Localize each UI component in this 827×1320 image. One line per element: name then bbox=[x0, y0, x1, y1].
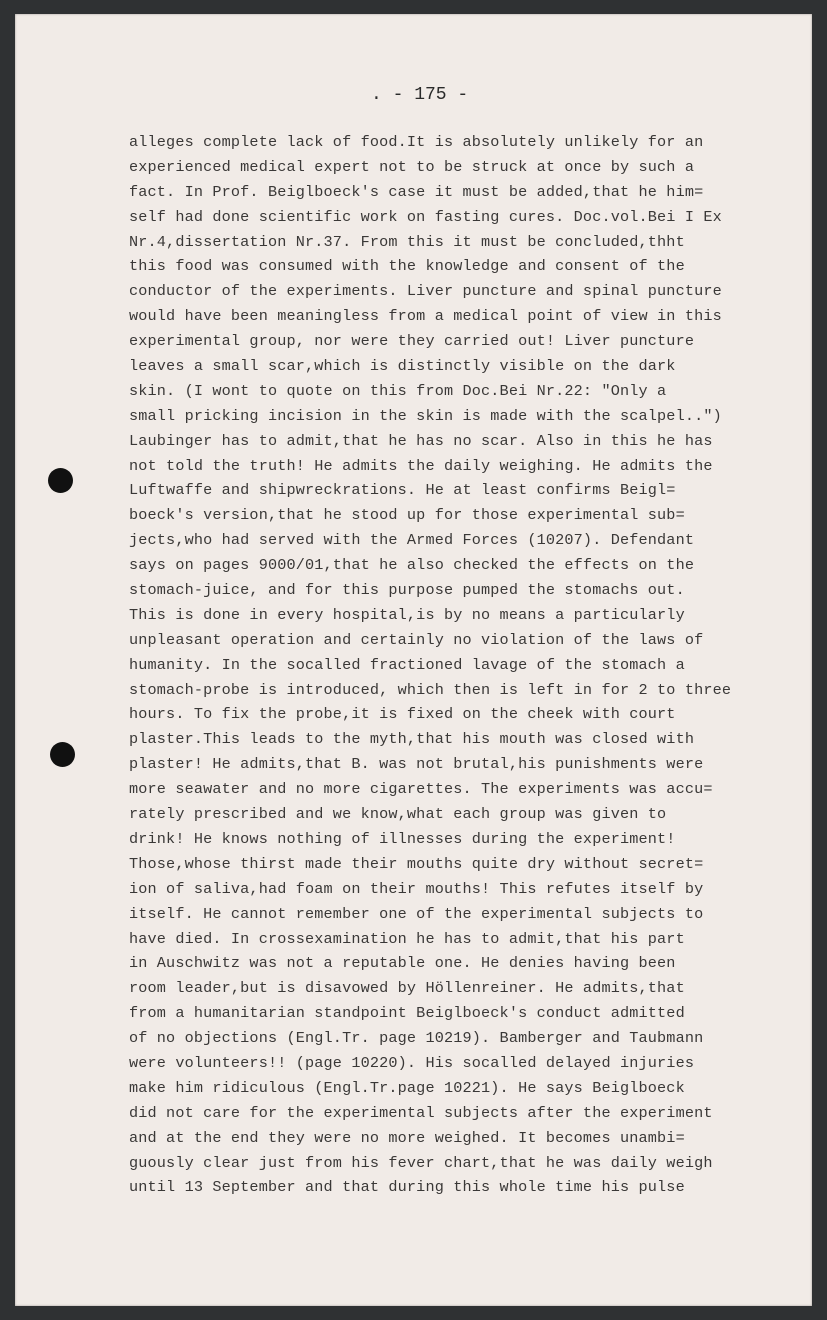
text-line: did not care for the experimental subjects after the experiment bbox=[129, 1103, 713, 1122]
text-line: stomach-juice, and for this purpose pumped the stomachs out. bbox=[129, 581, 685, 600]
text-line: were volunteers!! (page 10220). His socalled delayed injuries bbox=[129, 1053, 695, 1072]
text-line: not told the truth! He admits the daily weighing. He admits the bbox=[129, 456, 713, 475]
text-line: stomach-probe is introduced, which then is left in for 2 to three bbox=[129, 680, 732, 699]
text-line: experienced medical expert not to be struck at once by such a bbox=[129, 157, 695, 176]
text-line: rately prescribed and we know,what each group was given to bbox=[129, 805, 667, 824]
text-line: fact. In Prof. Beiglboeck's case it must be added,that he him= bbox=[129, 182, 704, 201]
text-line: would have been meaningless from a medical point of view in this bbox=[129, 307, 722, 326]
text-line: from a humanitarian standpoint Beiglboeck's conduct admitted bbox=[129, 1004, 685, 1023]
text-line: boeck's version,that he stood up for those experimental sub= bbox=[129, 506, 685, 525]
text-line: leaves a small scar,which is distinctly visible on the dark bbox=[129, 357, 676, 376]
text-line: itself. He cannot remember one of the experimental subjects to bbox=[129, 904, 704, 923]
punch-hole-top bbox=[48, 468, 73, 493]
text-line: in Auschwitz was not a reputable one. He denies having been bbox=[129, 954, 676, 973]
page-number: . - 175 - bbox=[371, 85, 469, 105]
text-line: have died. In crossexamination he has to admit,that his part bbox=[129, 929, 685, 948]
text-line: Nr.4,dissertation Nr.37. From this it must be concluded,thht bbox=[129, 232, 685, 251]
document-page bbox=[15, 14, 812, 1306]
text-line: experimental group, nor were they carried out! Liver puncture bbox=[129, 332, 695, 351]
text-line: this food was consumed with the knowledge and consent of the bbox=[129, 257, 685, 276]
text-line: ion of saliva,had foam on their mouths! This refutes itself by bbox=[129, 879, 704, 898]
text-line: alleges complete lack of food.It is absolutely unlikely for an bbox=[129, 133, 704, 151]
text-line: self had done scientific work on fasting cures. Doc.vol.Bei I Ex bbox=[129, 207, 722, 226]
text-line: This is done in every hospital,is by no means a particularly bbox=[129, 605, 685, 624]
text-line: plaster.This leads to the myth,that his mouth was closed with bbox=[129, 730, 695, 749]
text-line: of no objections (Engl.Tr. page 10219). Bamberger and Taubmann bbox=[129, 1029, 704, 1048]
punch-hole-bottom bbox=[50, 742, 75, 767]
text-line: humanity. In the socalled fractioned lavage of the stomach a bbox=[129, 655, 685, 674]
text-line: skin. (I wont to quote on this from Doc.Bei Nr.22: "Only a bbox=[129, 381, 667, 400]
text-line: unpleasant operation and certainly no violation of the laws of bbox=[129, 630, 704, 649]
text-line: says on pages 9000/01,that he also checked the effects on the bbox=[129, 556, 695, 575]
text-line: Those,whose thirst made their mouths quite dry without secret= bbox=[129, 854, 704, 873]
text-line: guously clear just from his fever chart,that he was daily weigh bbox=[129, 1153, 713, 1172]
text-line: jects,who had served with the Armed Forces (10207). Defendant bbox=[129, 531, 695, 550]
body-text bbox=[129, 130, 811, 1200]
text-line: until 13 September and that during this whole time his pulse bbox=[129, 1178, 685, 1197]
text-line: make him ridiculous (Engl.Tr.page 10221). He says Beiglboeck bbox=[129, 1078, 685, 1097]
text-line: plaster! He admits,that B. was not brutal,his punishments were bbox=[129, 755, 704, 774]
text-line: more seawater and no more cigarettes. The experiments was accu= bbox=[129, 780, 713, 799]
text-line: small pricking incision in the skin is made with the scalpel..") bbox=[129, 406, 722, 425]
text-line: Luftwaffe and shipwreckrations. He at least confirms Beigl= bbox=[129, 481, 676, 500]
text-line: room leader,but is disavowed by Höllenreiner. He admits,that bbox=[129, 979, 685, 998]
text-line: conductor of the experiments. Liver puncture and spinal puncture bbox=[129, 282, 722, 301]
text-line: Laubinger has to admit,that he has no scar. Also in this he has bbox=[129, 431, 713, 450]
text-line: drink! He knows nothing of illnesses during the experiment! bbox=[129, 829, 676, 848]
text-line: and at the end they were no more weighed. It becomes unambi= bbox=[129, 1128, 685, 1147]
text-line: hours. To fix the probe,it is fixed on the cheek with court bbox=[129, 705, 676, 724]
